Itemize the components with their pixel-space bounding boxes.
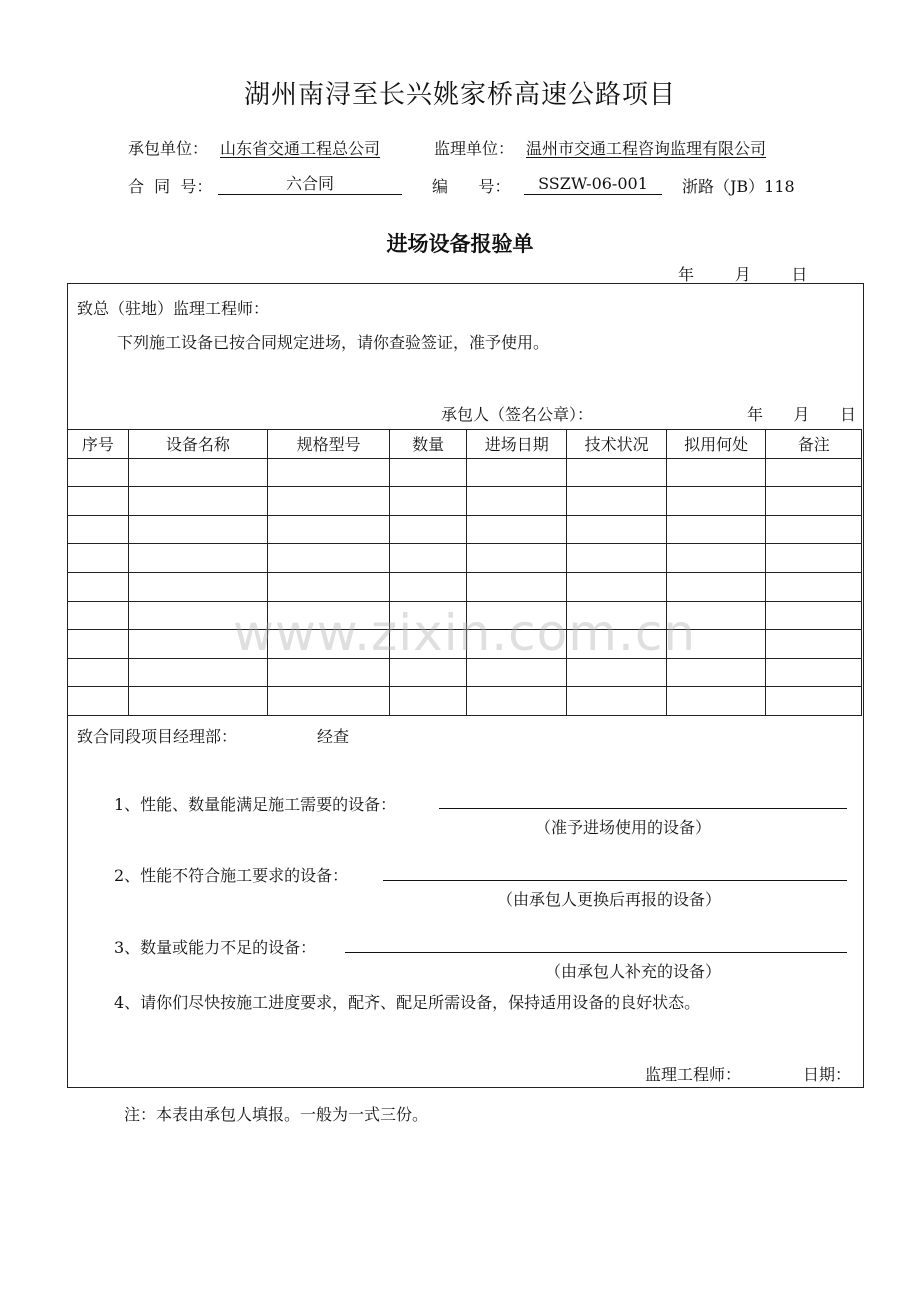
column-header: 备注 xyxy=(766,430,862,459)
table-cell[interactable] xyxy=(567,544,666,573)
table-cell[interactable] xyxy=(766,487,862,516)
table-cell[interactable] xyxy=(766,458,862,487)
table-cell[interactable] xyxy=(128,487,267,516)
form-date: 年 月 日 xyxy=(678,265,808,284)
table-cell[interactable] xyxy=(390,658,467,687)
form-code: 浙路（JB）118 xyxy=(682,177,795,196)
table-cell[interactable] xyxy=(666,544,765,573)
table-row xyxy=(68,544,862,573)
table-cell[interactable] xyxy=(68,487,129,516)
top-addressee: 致总（驻地）监理工程师： xyxy=(77,299,270,318)
table-cell[interactable] xyxy=(666,458,765,487)
table-cell[interactable] xyxy=(390,458,467,487)
table-cell[interactable] xyxy=(390,687,467,716)
table-cell[interactable] xyxy=(267,658,389,687)
table-cell[interactable] xyxy=(390,544,467,573)
column-header: 拟用何处 xyxy=(666,430,765,459)
item2-fill-line[interactable] xyxy=(383,880,847,881)
table-cell[interactable] xyxy=(68,630,129,659)
item2-label: 2、性能不符合施工要求的设备： xyxy=(114,866,349,885)
column-header: 数量 xyxy=(390,430,467,459)
footnote: 注：本表由承包人填报。一般为一式三份。 xyxy=(124,1105,429,1124)
table-header-row xyxy=(68,430,862,459)
table-cell[interactable] xyxy=(128,515,267,544)
form-title: 进场设备报验单 xyxy=(386,232,534,256)
table-row xyxy=(68,572,862,601)
inspection-form xyxy=(67,283,864,1088)
table-cell[interactable] xyxy=(128,687,267,716)
table-cell[interactable] xyxy=(68,544,129,573)
contractor-value: 山东省交通工程总公司 xyxy=(220,139,381,158)
table-cell[interactable] xyxy=(68,572,129,601)
item4-text: 4、请你们尽快按施工进度要求，配齐、配足所需设备，保持适用设备的良好状态。 xyxy=(114,993,701,1012)
table-row xyxy=(68,458,862,487)
table-cell[interactable] xyxy=(567,458,666,487)
table-cell[interactable] xyxy=(567,487,666,516)
supervisor-label: 监理单位： xyxy=(434,139,515,158)
table-cell[interactable] xyxy=(567,687,666,716)
contract-no-label: 合 同 号： xyxy=(128,177,213,196)
contractor-label: 承包单位： xyxy=(128,139,209,158)
table-cell[interactable] xyxy=(766,572,862,601)
serial-label: 编 号： xyxy=(432,177,511,196)
item3-fill-line[interactable] xyxy=(345,952,847,953)
table-cell[interactable] xyxy=(766,515,862,544)
table-cell[interactable] xyxy=(567,515,666,544)
table-cell[interactable] xyxy=(267,487,389,516)
engineer-date-label: 日期： xyxy=(803,1065,852,1084)
checked-label: 经查 xyxy=(317,727,350,746)
table-cell[interactable] xyxy=(466,458,566,487)
table-cell[interactable] xyxy=(466,544,566,573)
project-title: 湖州南浔至长兴姚家桥高速公路项目 xyxy=(243,80,676,110)
table-cell[interactable] xyxy=(390,487,467,516)
table-cell[interactable] xyxy=(128,658,267,687)
equipment-table xyxy=(67,429,862,716)
table-cell[interactable] xyxy=(766,601,862,630)
engineer-label: 监理工程师： xyxy=(645,1065,742,1084)
supervisor-value: 温州市交通工程咨询监理有限公司 xyxy=(526,139,767,158)
table-cell[interactable] xyxy=(766,658,862,687)
column-header: 规格型号 xyxy=(267,430,389,459)
table-cell[interactable] xyxy=(390,572,467,601)
column-header: 设备名称 xyxy=(128,430,267,459)
table-cell[interactable] xyxy=(68,458,129,487)
contractor-signature-label: 承包人（签名公章）： xyxy=(441,405,594,424)
watermark: www.zixin.com.cn xyxy=(233,604,697,662)
table-cell[interactable] xyxy=(267,458,389,487)
column-header: 序号 xyxy=(68,430,129,459)
table-cell[interactable] xyxy=(267,687,389,716)
contractor-signature-date: 年 月 日 xyxy=(747,405,857,424)
table-cell[interactable] xyxy=(567,572,666,601)
table-cell[interactable] xyxy=(666,487,765,516)
table-cell[interactable] xyxy=(466,515,566,544)
item1-note: （准予进场使用的设备） xyxy=(535,818,712,837)
table-cell[interactable] xyxy=(68,601,129,630)
table-cell[interactable] xyxy=(466,572,566,601)
table-row xyxy=(68,658,862,687)
table-cell[interactable] xyxy=(666,658,765,687)
table-cell[interactable] xyxy=(666,515,765,544)
table-cell[interactable] xyxy=(390,515,467,544)
item1-fill-line[interactable] xyxy=(439,808,847,809)
top-statement: 下列施工设备已按合同规定进场，请你查验签证，准予使用。 xyxy=(117,333,550,352)
table-cell[interactable] xyxy=(267,515,389,544)
column-header: 技术状况 xyxy=(567,430,666,459)
column-header: 进场日期 xyxy=(466,430,566,459)
table-cell[interactable] xyxy=(766,544,862,573)
table-cell[interactable] xyxy=(128,572,267,601)
table-cell[interactable] xyxy=(466,687,566,716)
contract-no-value: 六合同 xyxy=(218,174,402,195)
bottom-addressee: 致合同段项目经理部： xyxy=(77,727,238,746)
table-cell[interactable] xyxy=(68,687,129,716)
table-row xyxy=(68,515,862,544)
item2-note: （由承包人更换后再报的设备） xyxy=(497,890,722,909)
item3-note: （由承包人补充的设备） xyxy=(545,962,722,981)
table-cell[interactable] xyxy=(128,544,267,573)
table-cell[interactable] xyxy=(68,515,129,544)
table-cell[interactable] xyxy=(466,487,566,516)
table-cell[interactable] xyxy=(267,544,389,573)
table-cell[interactable] xyxy=(128,458,267,487)
table-cell[interactable] xyxy=(666,687,765,716)
table-row xyxy=(68,687,862,716)
table-cell[interactable] xyxy=(766,630,862,659)
item1-label: 1、性能、数量能满足施工需要的设备： xyxy=(114,795,397,814)
table-cell[interactable] xyxy=(267,572,389,601)
item3-label: 3、数量或能力不足的设备： xyxy=(114,938,317,957)
serial-value: SSZW-06-001 xyxy=(524,174,662,195)
table-cell[interactable] xyxy=(567,658,666,687)
table-cell[interactable] xyxy=(68,658,129,687)
table-cell[interactable] xyxy=(466,658,566,687)
table-row xyxy=(68,487,862,516)
table-cell[interactable] xyxy=(666,572,765,601)
table-cell[interactable] xyxy=(766,687,862,716)
